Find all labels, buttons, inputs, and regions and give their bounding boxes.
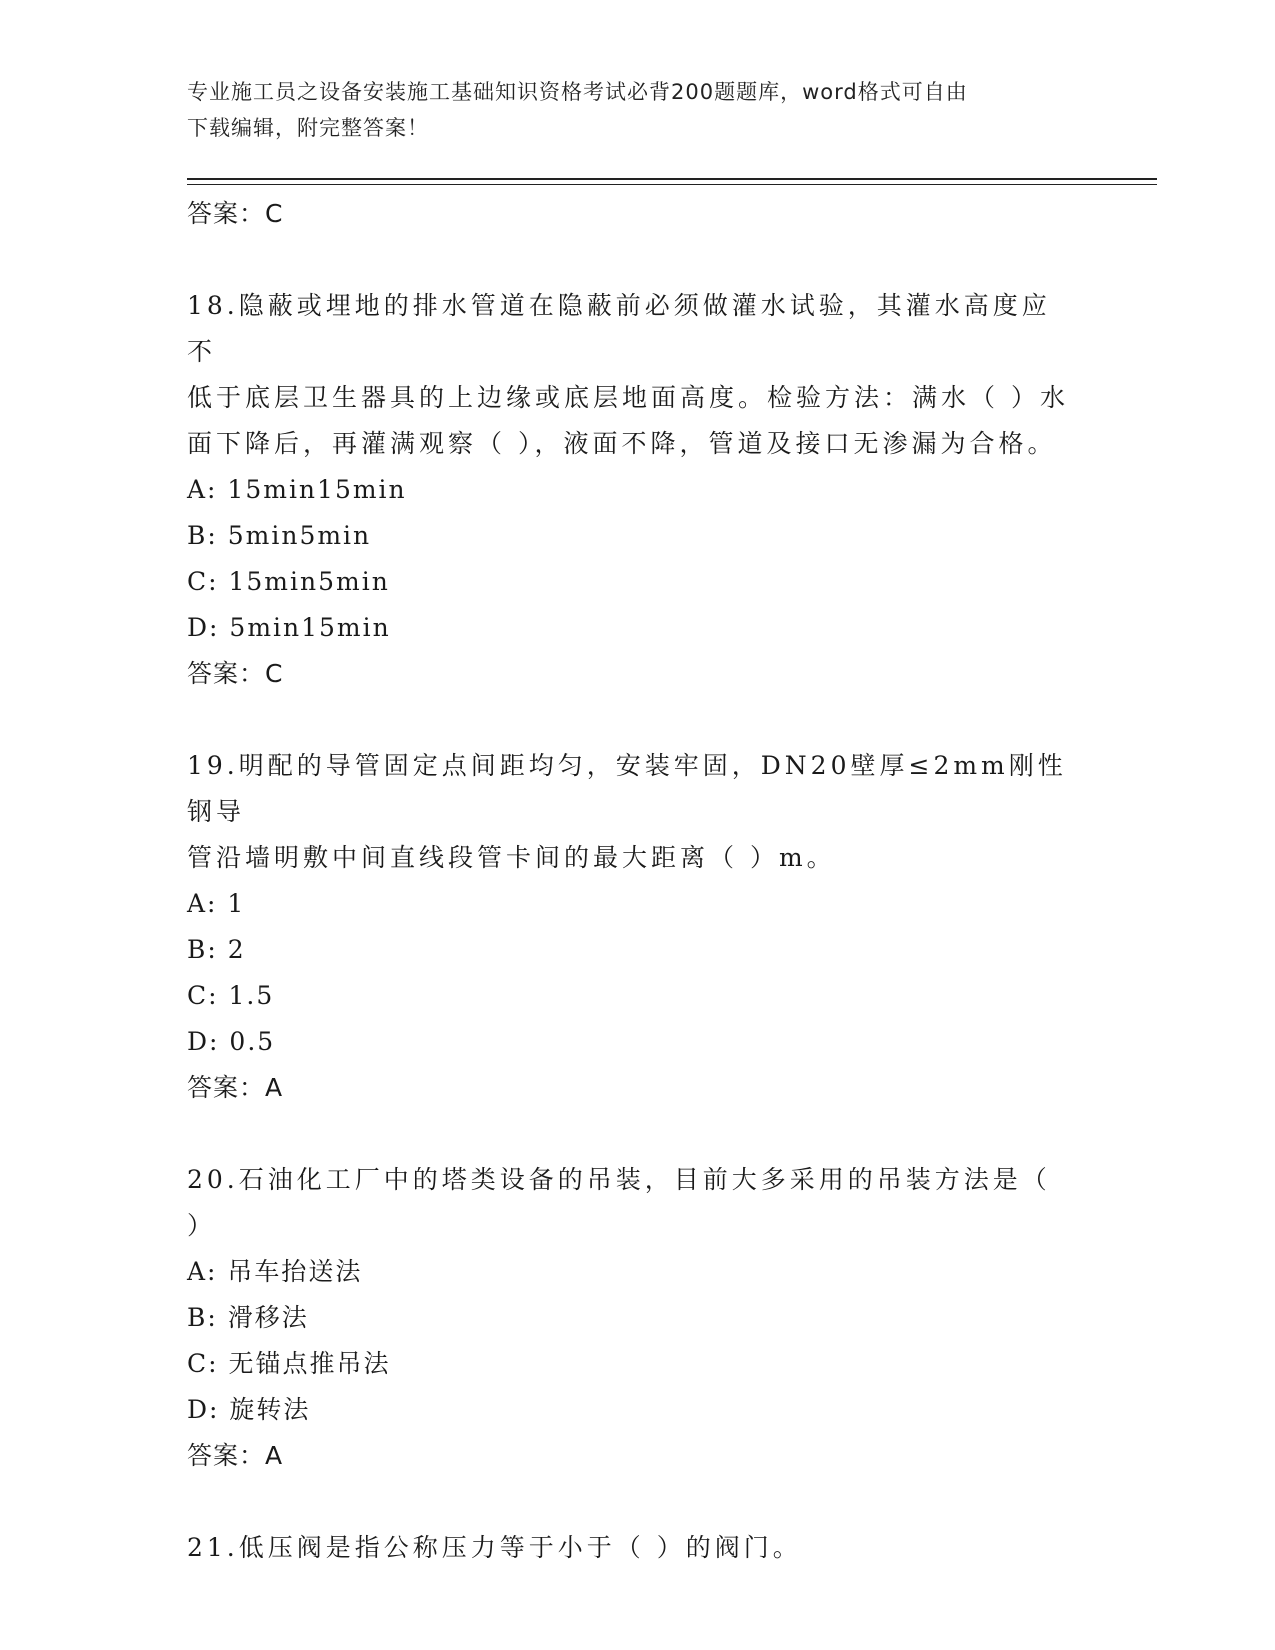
question-20-line-1: 20.石油化工厂中的塔类设备的吊装，目前大多采用的吊装方法是（: [187, 1165, 1051, 1194]
question-18-option-c: C: 15min5min: [187, 567, 390, 596]
question-19-option-b: B: 2: [187, 935, 246, 964]
question-20-option-b: B: 滑移法: [187, 1303, 309, 1332]
answer-18: 答案：C: [187, 659, 284, 688]
header-line-1: 专业施工员之设备安装施工基础知识资格考试必背200题题库，word格式可自由: [187, 80, 968, 104]
question-19: [187, 743, 1077, 1111]
question-20: [187, 1157, 1077, 1479]
question-20-option-c: C: 无锚点推吊法: [187, 1349, 391, 1378]
answer-20: 答案：A: [187, 1441, 284, 1470]
question-21-line-1: 21.低压阀是指公称压力等于小于（ ）的阀门。: [187, 1533, 802, 1562]
document-body: [187, 191, 1077, 1571]
answer-19: 答案：A: [187, 1073, 284, 1102]
spacer: [187, 1479, 1077, 1525]
question-19-option-d: D: 0.5: [187, 1027, 276, 1056]
question-21: [187, 1525, 1077, 1571]
question-19-option-a: A: 1: [187, 889, 246, 918]
answer-17: 答案：C: [187, 199, 284, 228]
question-20-option-d: D: 旋转法: [187, 1395, 311, 1424]
header-divider-thick: [187, 178, 1157, 180]
question-18-line-2: 低于底层卫生器具的上边缘或底层地面高度。检验方法：满水（ ）水: [187, 383, 1069, 412]
question-20-option-a: A: 吊车抬送法: [187, 1257, 363, 1286]
question-18-option-b: B: 5min5min: [187, 521, 372, 550]
document-header: [187, 74, 1067, 146]
question-18-option-a: A: 15min15min: [187, 475, 407, 504]
question-19-line-1: 19.明配的导管固定点间距均匀，安装牢固，DN20壁厚≤2mm刚性钢导: [187, 751, 1067, 826]
question-19-option-c: C: 1.5: [187, 981, 275, 1010]
spacer: [187, 697, 1077, 743]
header-line-2: 下载编辑，附完整答案！: [187, 116, 429, 140]
question-18-option-d: D: 5min15min: [187, 613, 391, 642]
question-18-line-3: 面下降后，再灌满观察（ ），液面不降，管道及接口无渗漏为合格。: [187, 429, 1057, 458]
header-divider-thin: [187, 184, 1157, 185]
question-18: [187, 283, 1077, 697]
question-19-line-2: 管沿墙明敷中间直线段管卡间的最大距离（ ）m。: [187, 843, 836, 872]
question-20-line-2: ）: [187, 1211, 217, 1240]
spacer: [187, 237, 1077, 283]
question-18-line-1: 18.隐蔽或埋地的排水管道在隐蔽前必须做灌水试验，其灌水高度应不: [187, 291, 1051, 366]
spacer: [187, 1111, 1077, 1157]
